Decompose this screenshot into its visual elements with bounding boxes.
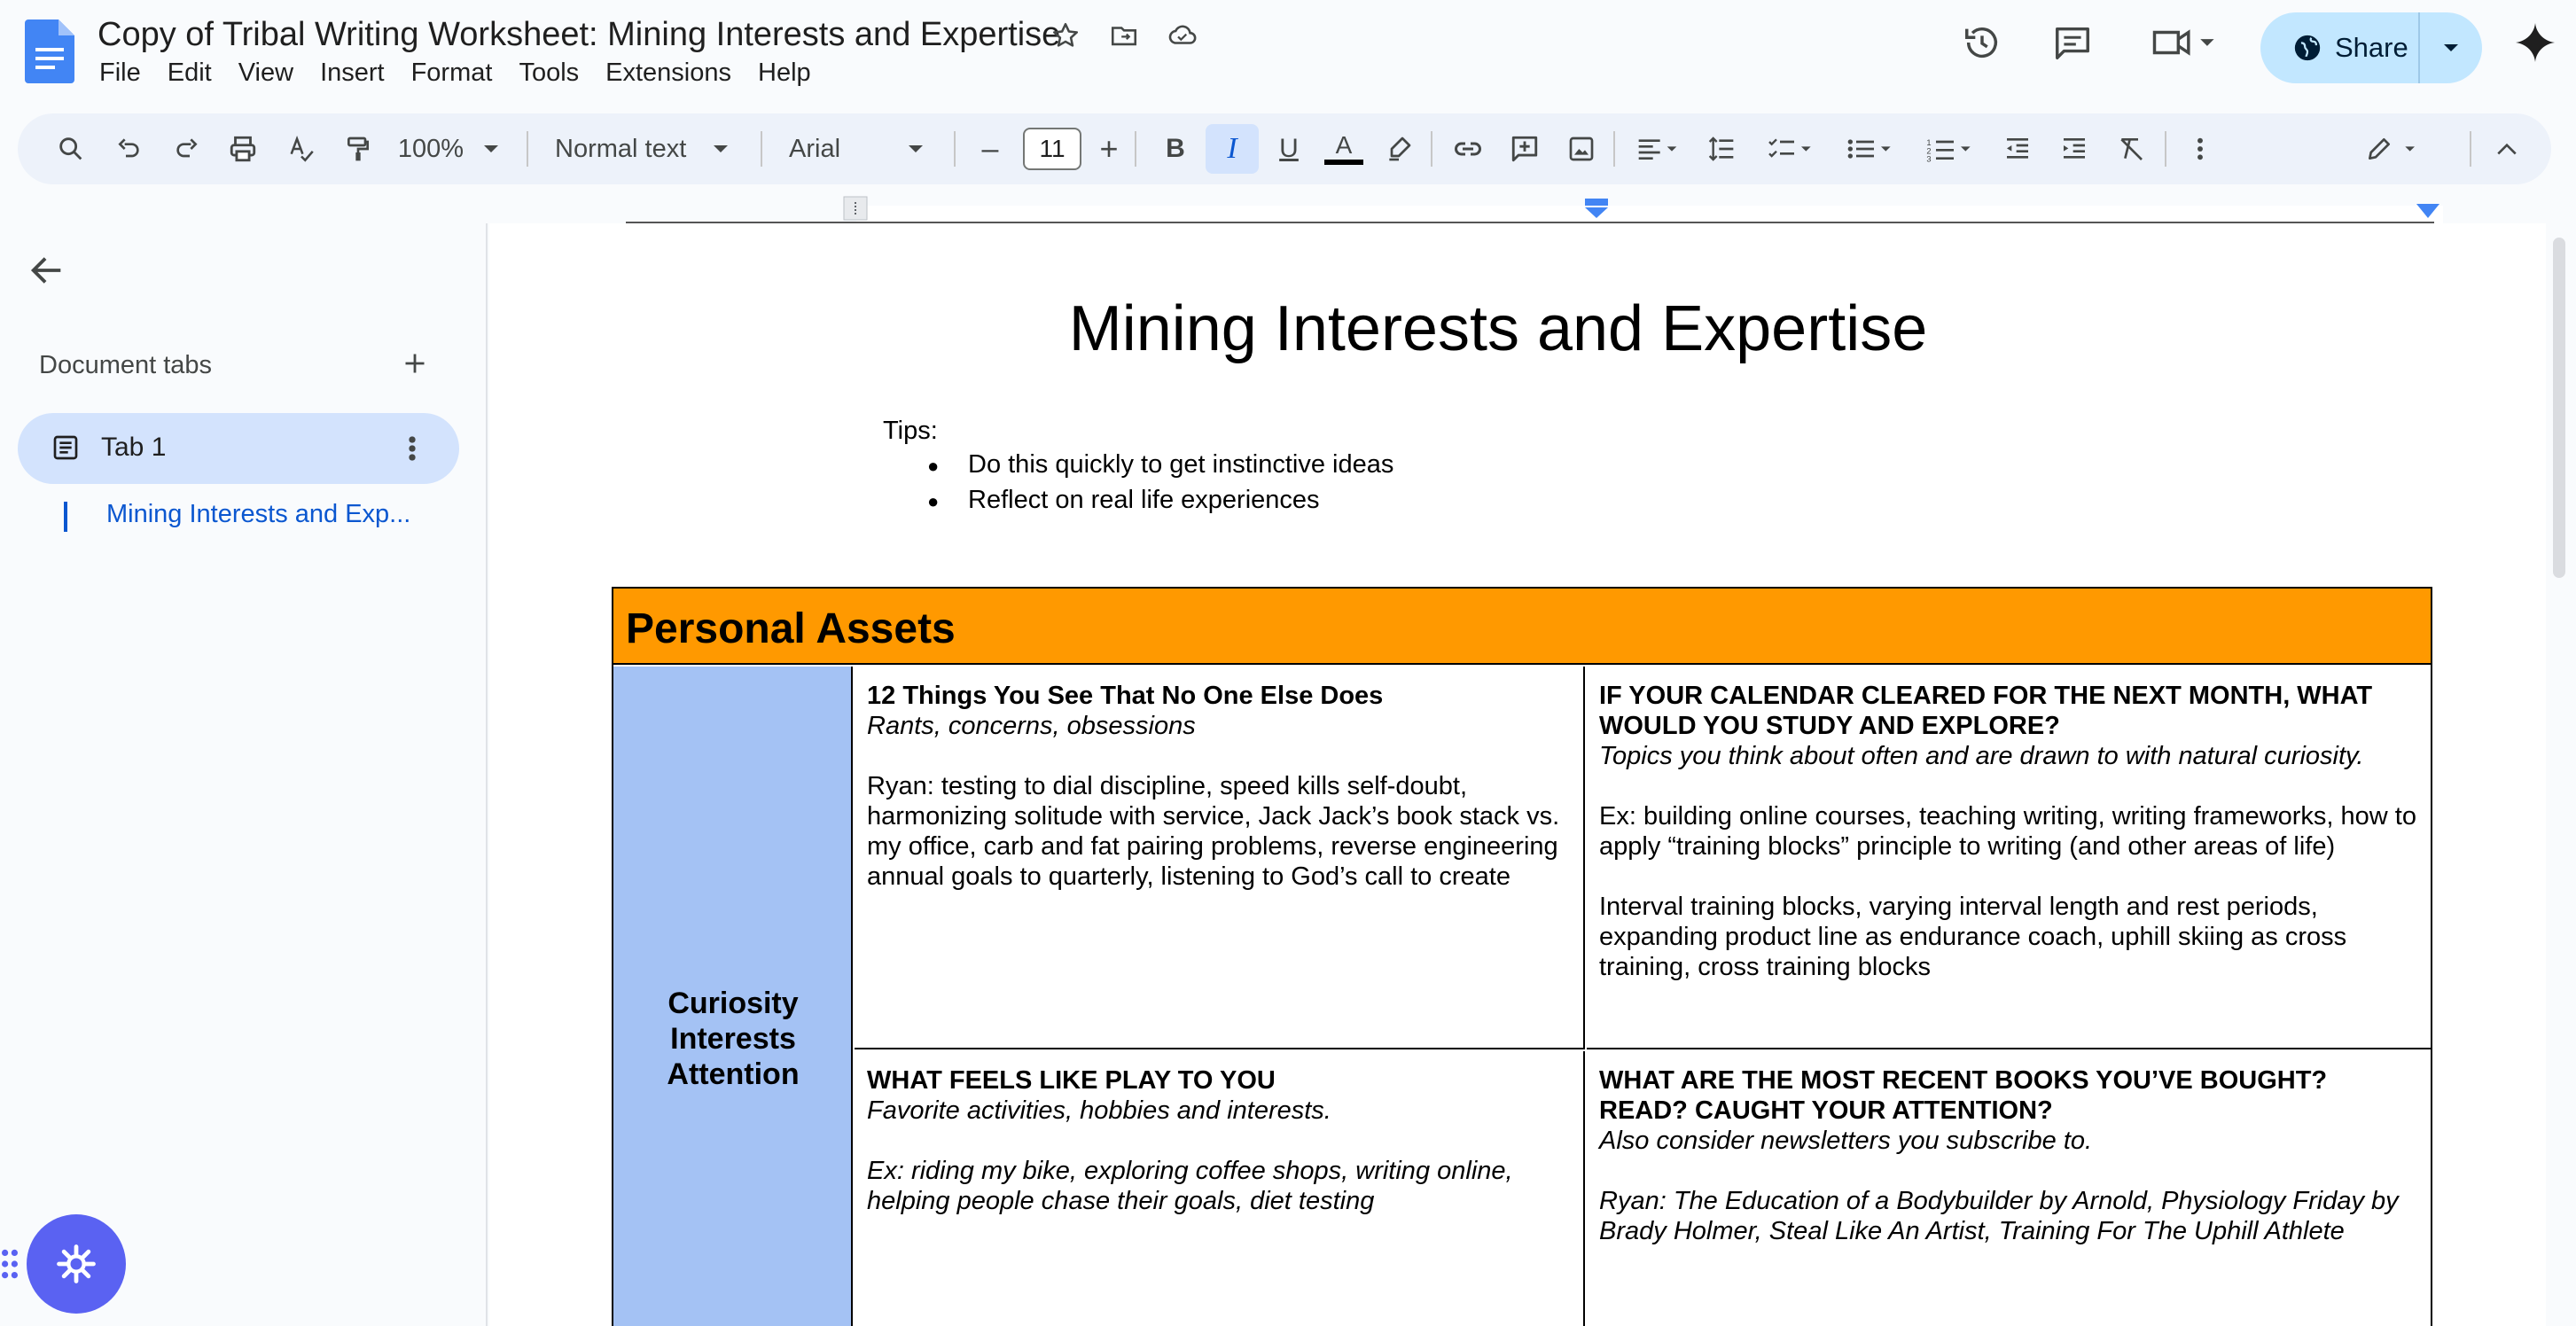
- side-label-line: Curiosity: [667, 987, 799, 1020]
- table-cell[interactable]: [1587, 1051, 2431, 1326]
- tips-label: Tips:: [883, 417, 938, 445]
- redo-icon[interactable]: [161, 124, 211, 174]
- increase-font-size-button[interactable]: +: [1099, 130, 1119, 167]
- list-item: ● Do this quickly to get instinctive ideas: [927, 450, 1393, 486]
- menu-help[interactable]: Help: [758, 58, 811, 87]
- zoom-value: 100%: [397, 134, 464, 163]
- globe-icon: [2292, 33, 2322, 63]
- right-indent-marker-icon[interactable]: [2415, 202, 2441, 220]
- star-icon[interactable]: [1048, 18, 1083, 53]
- cell-question: WHAT ARE THE MOST RECENT BOOKS YOU’VE BOUGHT? READ? CAUGHT YOUR ATTENTION?: [1599, 1066, 2328, 1125]
- outline-heading-text: Mining Interests and Exp...: [106, 500, 411, 528]
- bulleted-list-icon[interactable]: [1833, 124, 1908, 174]
- menu-extensions[interactable]: Extensions: [605, 58, 731, 87]
- font-value: Arial: [789, 134, 841, 163]
- insert-image-icon[interactable]: [1557, 124, 1606, 174]
- text-color-button[interactable]: [1319, 124, 1369, 174]
- document-outline-sidebar: [0, 223, 488, 1326]
- decrease-font-size-button[interactable]: –: [981, 131, 999, 166]
- left-margin-marker-icon[interactable]: [842, 195, 869, 222]
- table-cell[interactable]: [855, 1051, 1585, 1326]
- font-size-input[interactable]: 11: [1023, 128, 1081, 170]
- menu-view[interactable]: View: [238, 58, 294, 87]
- tab-options-icon[interactable]: [408, 431, 417, 466]
- cell-answer: Ryan: The Education of a Bodybuilder by Arnold, Physiology Friday by Brady Holmer, Steal Like An Artist, Training For The Uphill Athlete: [1599, 1187, 2399, 1245]
- spellcheck-icon[interactable]: [277, 124, 326, 174]
- document-heading: Mining Interests and Expertise: [1068, 293, 1928, 364]
- paragraph-style-select[interactable]: [544, 124, 757, 174]
- title-bar: [0, 0, 2576, 106]
- svg-text:1: 1: [1926, 138, 1932, 147]
- align-left-icon[interactable]: [1626, 124, 1690, 174]
- vertical-scrollbar[interactable]: [2553, 238, 2565, 578]
- decrease-indent-icon[interactable]: [1993, 124, 2042, 174]
- checklist-icon[interactable]: [1753, 124, 1828, 174]
- table-cell[interactable]: [855, 667, 1585, 1049]
- menu-tools[interactable]: Tools: [519, 58, 580, 87]
- undo-icon[interactable]: [105, 124, 154, 174]
- table-header-title: Personal Assets: [626, 605, 956, 652]
- outline-heading-item[interactable]: [64, 498, 472, 534]
- cell-subtitle: Favorite activities, hobbies and interests.: [867, 1096, 1331, 1125]
- indent-marker-icon[interactable]: [1581, 195, 1612, 222]
- meet-icon[interactable]: [2145, 20, 2225, 66]
- version-history-icon[interactable]: [1959, 20, 2005, 66]
- more-options-icon[interactable]: [2175, 124, 2225, 174]
- share-dropdown-icon[interactable]: [2420, 12, 2482, 83]
- line-spacing-icon[interactable]: [1697, 124, 1746, 174]
- gemini-sparkle-icon[interactable]: [2512, 20, 2558, 66]
- cell-answer: Ex: riding my bike, exploring coffee shops, writing online, helping people chase their goals, diet testing: [867, 1157, 1513, 1215]
- clear-formatting-icon[interactable]: [2106, 124, 2156, 174]
- cell-answer: Ryan: testing to dial discipline, speed kills self-doubt, harmonizing solitude with service, Jack Jack’s book stack vs. my office, carb and fat pairing problems, reverse engineering annual goals to quarterly, listening to God’s call to create: [867, 772, 1560, 891]
- extension-launcher[interactable]: [0, 1214, 124, 1321]
- svg-text:3: 3: [1926, 154, 1932, 163]
- italic-button[interactable]: I: [1206, 124, 1259, 174]
- share-button[interactable]: [2260, 12, 2482, 83]
- cell-subtitle: Topics you think about often and are drawn to with natural curiosity.: [1599, 742, 2364, 770]
- ruler: [626, 191, 2434, 223]
- document-tabs-heading: Document tabs: [39, 351, 213, 379]
- list-item: ● Reflect on real life experiences: [927, 486, 1393, 521]
- menu-format[interactable]: Format: [410, 58, 493, 87]
- chevron-down-icon: [713, 144, 729, 153]
- add-comment-icon[interactable]: [1500, 124, 1550, 174]
- move-folder-icon[interactable]: [1106, 18, 1142, 53]
- outline-active-bar: [64, 502, 67, 532]
- cloud-saved-icon[interactable]: [1165, 18, 1200, 53]
- zoom-select[interactable]: [386, 124, 511, 174]
- drag-handle-icon[interactable]: [0, 1248, 20, 1280]
- text-color-glyph: A: [1335, 131, 1353, 159]
- cell-question: IF YOUR CALENDAR CLEARED FOR THE NEXT MONTH, WHAT WOULD YOU STUDY AND EXPLORE?: [1599, 682, 2373, 740]
- bold-button[interactable]: B: [1166, 134, 1185, 163]
- formatting-toolbar: [18, 113, 2551, 184]
- document-title[interactable]: Copy of Tribal Writing Worksheet: Mining Interests and Expertise: [98, 16, 1061, 53]
- text-color-swatch: [1324, 160, 1363, 165]
- numbered-list-icon[interactable]: [1913, 124, 1987, 174]
- tips-list: [927, 450, 1393, 521]
- side-label-line: Interests: [670, 1022, 796, 1056]
- cell-subtitle: Rants, concerns, obsessions: [867, 712, 1196, 740]
- collapse-menus-icon[interactable]: [2482, 124, 2532, 174]
- cell-answer: Interval training blocks, varying interval length and rest periods, expanding product line as endurance coach, uphill skiing as cross training, cross training blocks: [1599, 893, 2347, 981]
- menu-bar: [99, 58, 838, 88]
- cell-question: WHAT FEELS LIKE PLAY TO YOU: [867, 1066, 1276, 1095]
- menu-file[interactable]: File: [99, 58, 141, 87]
- menu-edit[interactable]: Edit: [167, 58, 212, 87]
- search-menus-icon[interactable]: [46, 124, 96, 174]
- share-label: Share: [2335, 32, 2408, 63]
- back-arrow-icon[interactable]: [27, 250, 69, 292]
- table-side-label-cell: [613, 667, 853, 1326]
- editing-mode-icon[interactable]: [2351, 124, 2436, 174]
- document-icon: [51, 433, 80, 463]
- paint-format-icon[interactable]: [333, 124, 383, 174]
- docs-logo-icon[interactable]: [25, 20, 74, 83]
- chevron-down-icon: [908, 144, 924, 153]
- comments-icon[interactable]: [2049, 20, 2096, 66]
- cell-question: 12 Things You See That No One Else Does: [867, 682, 1384, 710]
- highlight-color-icon[interactable]: [1374, 124, 1424, 174]
- table-header: [613, 589, 2431, 665]
- tab-1[interactable]: [18, 413, 459, 484]
- add-tab-icon[interactable]: [395, 344, 434, 383]
- print-icon[interactable]: [218, 124, 268, 174]
- chevron-down-icon: [483, 144, 499, 153]
- insert-link-icon[interactable]: [1443, 124, 1493, 174]
- asterisk-icon: [53, 1241, 99, 1287]
- paragraph-style-value: Normal text: [555, 134, 687, 163]
- cell-answer: Ex: building online courses, teaching writing, writing frameworks, how to apply “training blocks” principle to writing (and other areas of life): [1599, 802, 2416, 861]
- table-cell[interactable]: [1587, 667, 2431, 1049]
- menu-insert[interactable]: Insert: [320, 58, 385, 87]
- cell-subtitle: Also consider newsletters you subscribe to.: [1599, 1127, 2093, 1155]
- increase-indent-icon[interactable]: [2049, 124, 2099, 174]
- side-label-line: Attention: [667, 1057, 800, 1091]
- underline-button[interactable]: U: [1279, 134, 1299, 163]
- font-select[interactable]: [778, 124, 952, 174]
- svg-text:2: 2: [1926, 146, 1932, 156]
- personal-assets-table: [612, 587, 2432, 1326]
- tab-label: Tab 1: [101, 433, 167, 462]
